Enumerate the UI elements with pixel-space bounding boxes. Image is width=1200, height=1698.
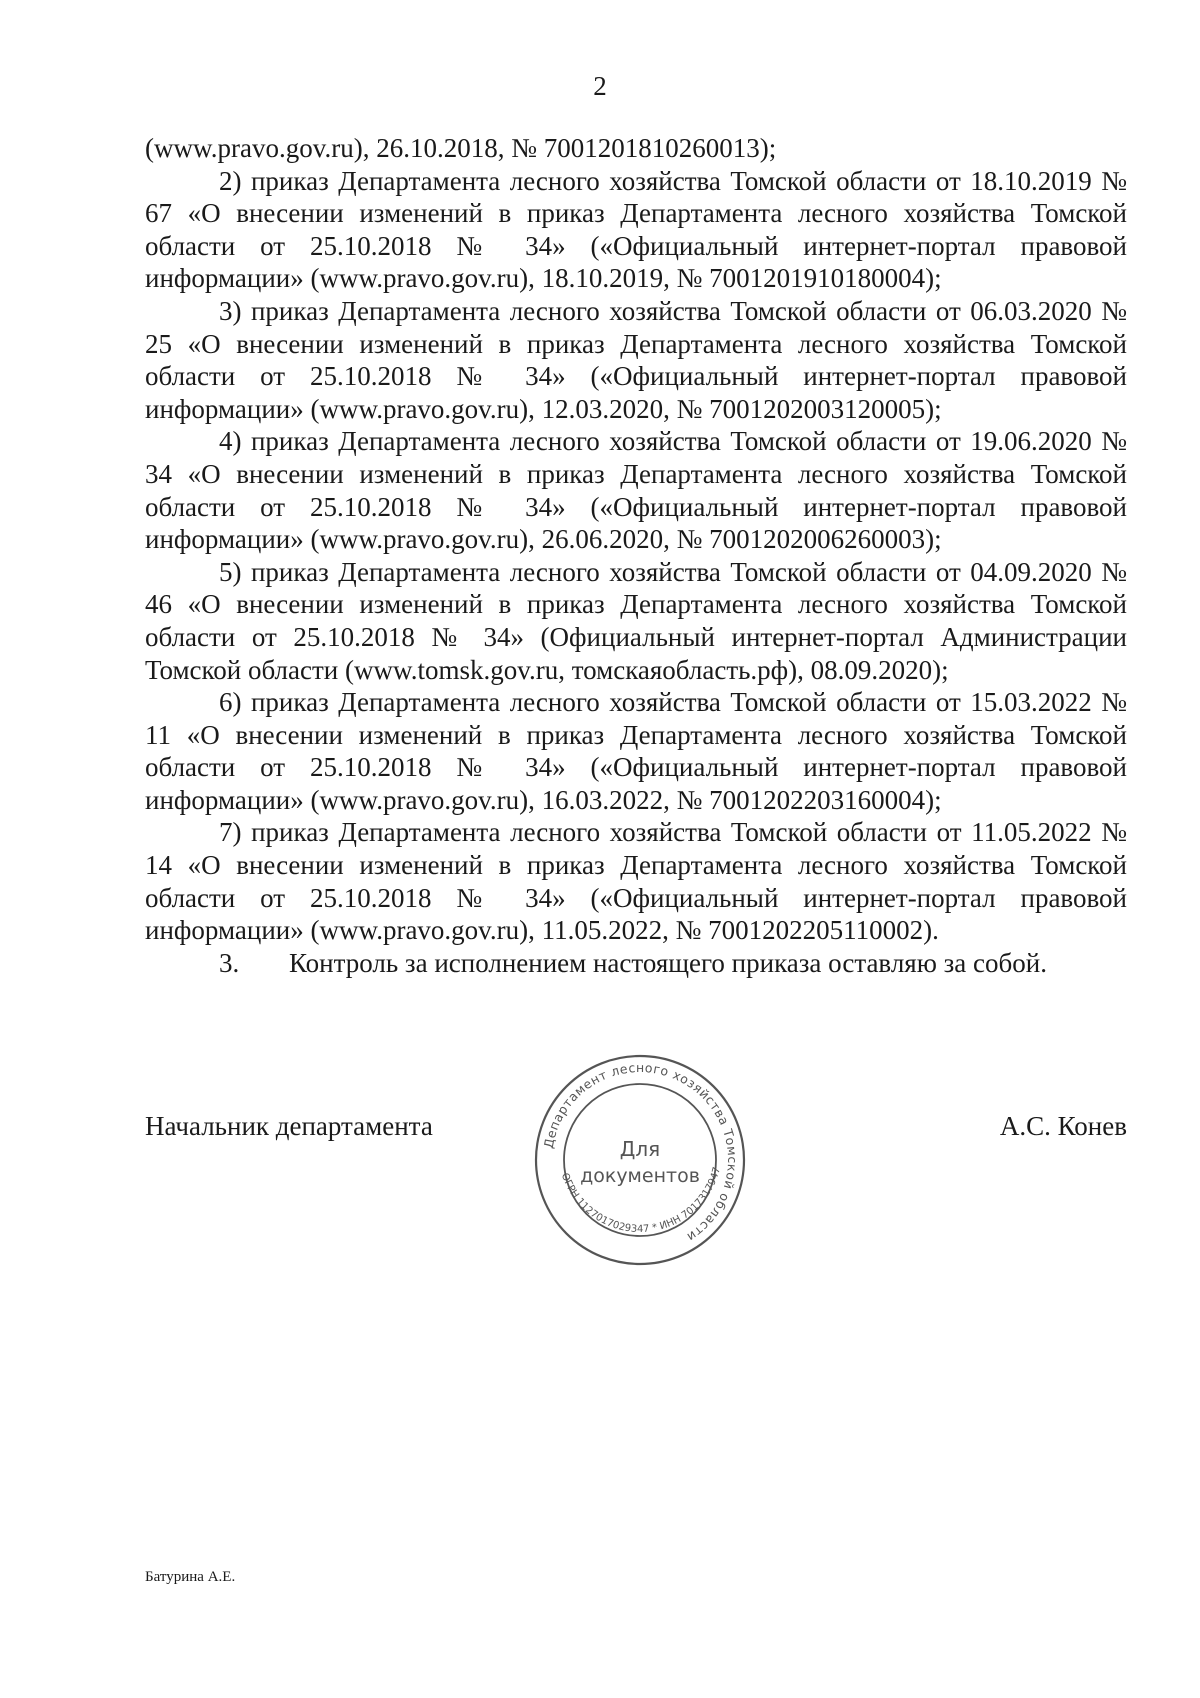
stamp-ring-text: Департамент лесного хозяйства Томской области	[540, 1059, 741, 1246]
paragraph-item-6: 6) приказ Департамента лесного хозяйства Томской области от 15.03.2022 № 11 «О внесении изменений в приказ Департамента лесного хозяйства Томской области от 25.10.2018 № 34» («Официальный интернет-портал правовой информации» (www.pravo.gov.ru), 16.03.2022, № 7001202203160004);	[145, 687, 1127, 815]
paragraph-continuation: (www.pravo.gov.ru), 26.10.2018, № 7001201810260013);	[145, 133, 777, 163]
final-clause	[145, 947, 1127, 980]
paragraph-item-5: 5) приказ Департамента лесного хозяйства Томской области от 04.09.2020 № 46 «О внесении изменений в приказ Департамента лесного хозяйства Томской области от 25.10.2018 № 34» (Официальный интернет-портал Администрации Томской области (www.tomsk.gov.ru, томскаяобласть.рф), 08.09.2020);	[145, 556, 1127, 685]
paragraph-item-4: 4) приказ Департамента лесного хозяйства Томской области от 19.06.2020 № 34 «О внесении изменений в приказ Департамента лесного хозяйства Томской области от 25.10.2018 № 34» («Официальный интернет-портал правовой информации» (www.pravo.gov.ru), 26.06.2020, № 7001202006260003);	[145, 426, 1127, 555]
page-number: 2	[593, 71, 607, 101]
paragraph-item-2: 2) приказ Департамента лесного хозяйства Томской области от 18.10.2019 № 67 «О внесении изменений в приказ Департамента лесного хозяйства Томской области от 25.10.2018 № 34» («Официальный интернет-портал правовой информации» (www.pravo.gov.ru), 18.10.2019, № 7001201910180004);	[145, 165, 1127, 294]
final-clause-number: 3.	[219, 947, 240, 978]
stamp-center-line-1: Для	[619, 1137, 661, 1161]
document-body	[145, 132, 1127, 979]
paragraph-item-3: 3) приказ Департамента лесного хозяйства Томской области от 06.03.2020 № 25 «О внесении изменений в приказ Департамента лесного хозяйства Томской области от 25.10.2018 № 34» («Официальный интернет-портал правовой информации» (www.pravo.gov.ru), 12.03.2020, № 7001202003120005);	[145, 295, 1127, 424]
signer-position: Начальник департамента	[145, 1111, 433, 1141]
stamp-bottom-text: ОГРН 1127017029347 * ИНН 7017317947	[558, 1165, 723, 1236]
official-stamp	[530, 1050, 750, 1270]
stamp-center-line-2: документов	[580, 1165, 700, 1187]
executor-name: Батурина А.Е.	[145, 1569, 236, 1585]
final-clause-text: Контроль за исполнением настоящего приказа оставляю за собой.	[289, 947, 1047, 978]
paragraph-item-7: 7) приказ Департамента лесного хозяйства Томской области от 11.05.2022 № 14 «О внесении изменений в приказ Департамента лесного хозяйства Томской области от 25.10.2018 № 34» («Официальный интернет-портал правовой информации» (www.pravo.gov.ru), 11.05.2022, № 7001202205110002).	[145, 817, 1127, 946]
signer-name: А.С. Конев	[999, 1111, 1127, 1141]
